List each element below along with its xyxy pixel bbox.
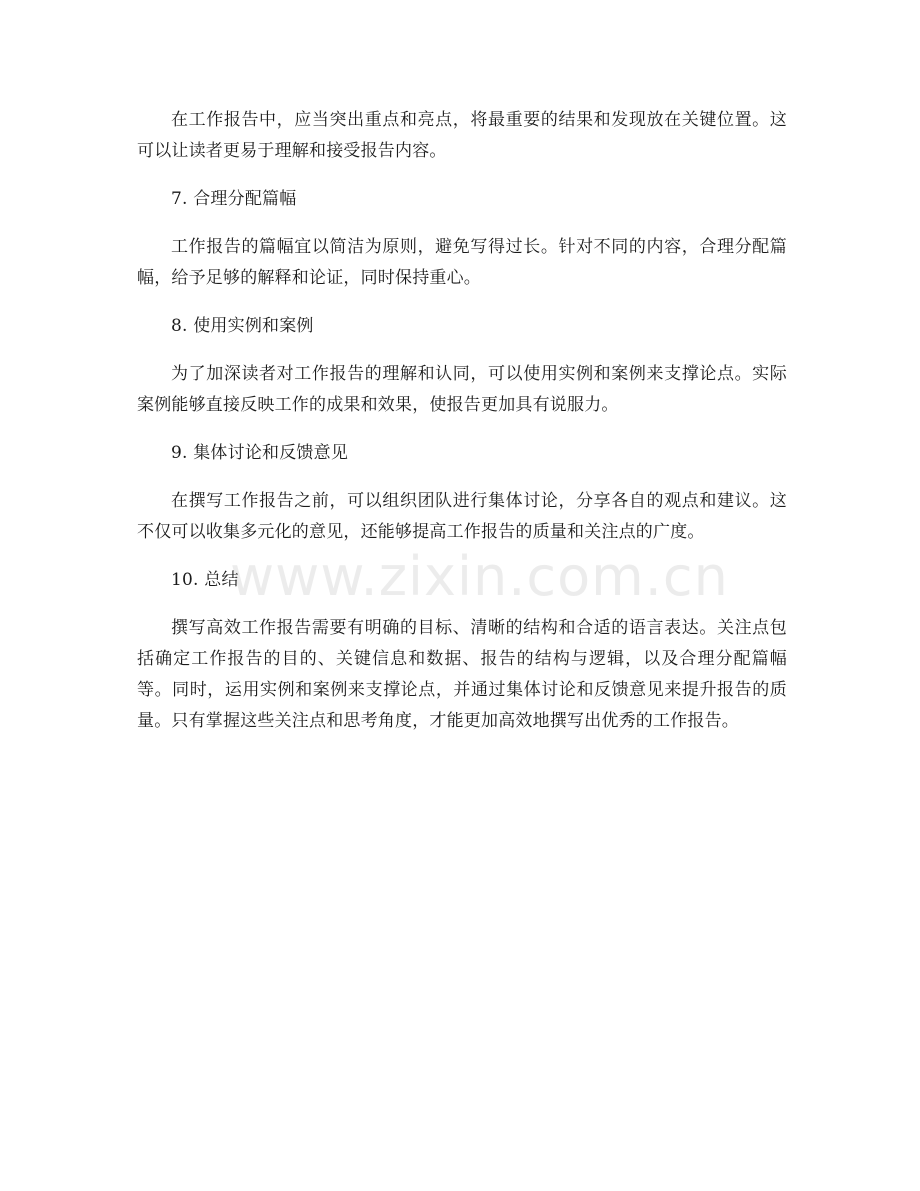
paragraph-length-allocation: 工作报告的篇幅宜以简洁为原则，避免写得过长。针对不同的内容，合理分配篇幅，给予足够的解释和论证，同时保持重心。 bbox=[137, 237, 787, 288]
document-body bbox=[137, 105, 787, 737]
watermark-text: www.zixin.com.cn bbox=[230, 545, 729, 608]
paragraph-summary: 撰写高效工作报告需要有明确的目标、清晰的结构和合适的语言表达。关注点包括确定工作报告的目的、关键信息和数据、报告的结构与逻辑，以及合理分配篇幅等。同时，运用实例和案例来支撑论点，并通过集体讨论和反馈意见来提升报告的质量。只有掌握这些关注点和思考角度，才能更加高效地撰写出优秀的工作报告。 bbox=[137, 618, 787, 731]
section-heading-7: 7. 合理分配篇幅 bbox=[171, 189, 297, 209]
section-heading-8: 8. 使用实例和案例 bbox=[171, 316, 314, 336]
section-heading-9: 9. 集体讨论和反馈意见 bbox=[171, 443, 349, 463]
section-heading-10: 10. 总结 bbox=[171, 570, 239, 590]
paragraph-highlight-key-points: 在工作报告中，应当突出重点和亮点，将最重要的结果和发现放在关键位置。这可以让读者更易于理解和接受报告内容。 bbox=[137, 110, 787, 161]
paragraph-group-discussion: 在撰写工作报告之前，可以组织团队进行集体讨论，分享各自的观点和建议。这不仅可以收集多元化的意见，还能够提高工作报告的质量和关注点的广度。 bbox=[137, 491, 787, 542]
paragraph-examples-cases: 为了加深读者对工作报告的理解和认同，可以使用实例和案例来支撑论点。实际案例能够直接反映工作的成果和效果，使报告更加具有说服力。 bbox=[137, 364, 787, 415]
